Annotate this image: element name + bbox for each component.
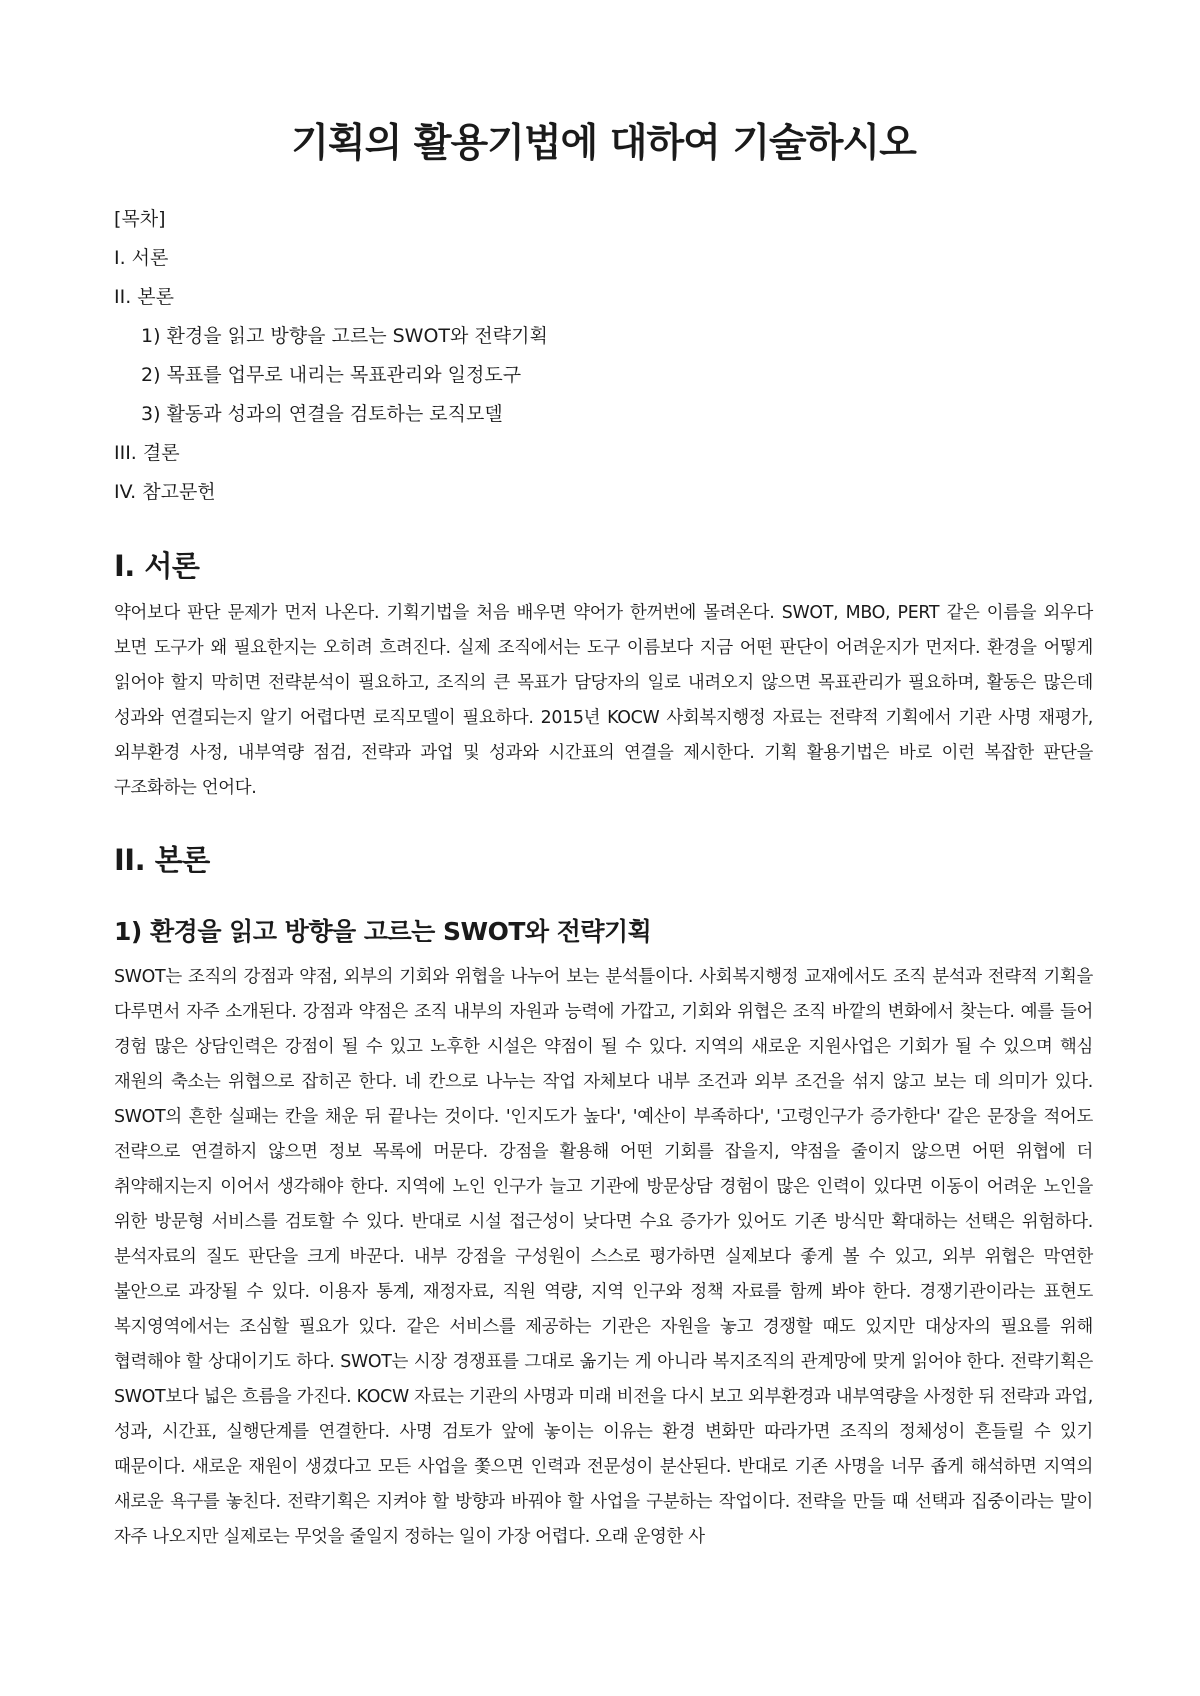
toc-item-references: IV. 참고문헌 [114,481,216,503]
section-introduction [114,546,1093,806]
table-of-contents [114,200,1093,512]
toc-item-main-1: 1) 환경을 읽고 방향을 고르는 SWOT와 전략기획 [141,325,548,347]
toc-heading: [목차] [114,208,166,230]
toc-item-intro: I. 서론 [114,247,169,269]
subsection-heading-swot: 1) 환경을 읽고 방향을 고르는 SWOT와 전략기획 [114,917,652,946]
section-heading-introduction: I. 서론 [114,549,200,583]
toc-item-main: II. 본론 [114,286,174,308]
section-main [114,840,1093,1555]
paragraph-introduction: 약어보다 판단 문제가 먼저 나온다. 기획기법을 처음 배우면 약어가 한꺼번에 몰려온다. SWOT, MBO, PERT 같은 이름을 외우다 보면 도구가 왜 필요한지는 오히려 흐려진다. 실제 조직에서는 도구 이름보다 지금 어떤 판단이 어려운지가 먼저다. 환경을 어떻게 읽어야 할지 막히면 전략분석이 필요하고, 조직의 큰 목표가 담당자의 일로 내려오지 않으면 목표관리가 필요하며, 활동은 많은데 성과와 연결되는지 알기 어렵다면 로직모델이 필요하다. 2015년 KOCW 사회복지행정 자료는 전략적 기획에서 기관 사명 재평가, 외부환경 사정, 내부역량 점검, 전략과 과업 및 성과와 시간표의 연결을 제시한다. 기획 활용기법은 바로 이런 복잡한 판단을 구조화하는 언어다. [114,603,1093,798]
document-title: 기획의 활용기법에 대하여 기술하시오 [291,121,916,166]
toc-list [114,200,1093,512]
section-heading-main: II. 본론 [114,843,210,877]
toc-item-main-3: 3) 활동과 성과의 연결을 검토하는 로직모델 [141,403,503,425]
paragraph-swot: SWOT는 조직의 강점과 약점, 외부의 기회와 위협을 나누어 보는 분석틀이다. 사회복지행정 교재에서도 조직 분석과 전략적 기획을 다루면서 자주 소개된다. 강점과 약점은 조직 내부의 자원과 능력에 가깝고, 기회와 위협은 조직 바깥의 변화에서 찾는다. 예를 들어 경험 많은 상담인력은 강점이 될 수 있고 노후한 시설은 약점이 될 수 있다. 지역의 새로운 지원사업은 기회가 될 수 있으며 핵심 재원의 축소는 위협으로 잡히곤 한다. 네 칸으로 나누는 작업 자체보다 내부 조건과 외부 조건을 섞지 않고 보는 데 의미가 있다. SWOT의 흔한 실패는 칸을 채운 뒤 끝나는 것이다. '인지도가 높다', '예산이 부족하다', '고령인구가 증가한다' 같은 문장을 적어도 전략으로 연결하지 않으면 정보 목록에 머문다. 강점을 활용해 어떤 기회를 잡을지, 약점을 줄이지 않으면 어떤 위협에 더 취약해지는지 이어서 생각해야 한다. 지역에 노인 인구가 늘고 기관에 방문상담 경험이 많은 인력이 있다면 이동이 어려운 노인을 위한 방문형 서비스를 검토할 수 있다. 반대로 시설 접근성이 낮다면 수요 증가가 있어도 기존 방식만 확대하는 선택은 위험하다. 분석자료의 질도 판단을 크게 바꾼다. 내부 강점을 구성원이 스스로 평가하면 실제보다 좋게 볼 수 있고, 외부 위협은 막연한 불안으로 과장될 수 있다. 이용자 통계, 재정자료, 직원 역량, 지역 인구와 정책 자료를 함께 봐야 한다. 경쟁기관이라는 표현도 복지영역에서는 조심할 필요가 있다. 같은 서비스를 제공하는 기관은 자원을 놓고 경쟁할 때도 있지만 대상자의 필요를 위해 협력해야 할 상대이기도 하다. SWOT는 시장 경쟁표를 그대로 옮기는 게 아니라 복지조직의 관계망에 맞게 읽어야 한다. 전략기획은 SWOT보다 넓은 흐름을 가진다. KOCW 자료는 기관의 사명과 미래 비전을 다시 보고 외부환경과 내부역량을 사정한 뒤 전략과 과업, 성과, 시간표, 실행단계를 연결한다. 사명 검토가 앞에 놓이는 이유는 환경 변화만 따라가면 조직의 정체성이 흔들릴 수 있기 때문이다. 새로운 재원이 생겼다고 모든 사업을 쫓으면 인력과 전문성이 분산된다. 반대로 기존 사명을 너무 좁게 해석하면 지역의 새로운 욕구를 놓친다. 전략기획은 지켜야 할 방향과 바꿔야 할 사업을 구분하는 작업이다. 전략을 만들 때 선택과 집중이라는 말이 자주 나오지만 실제로는 무엇을 줄일지 정하는 일이 가장 어렵다. 오래 운영한 사 [114,967,1093,1547]
toc-item-conclusion: III. 결론 [114,442,180,464]
toc-item-main-2: 2) 목표를 업무로 내리는 목표관리와 일정도구 [141,364,522,386]
